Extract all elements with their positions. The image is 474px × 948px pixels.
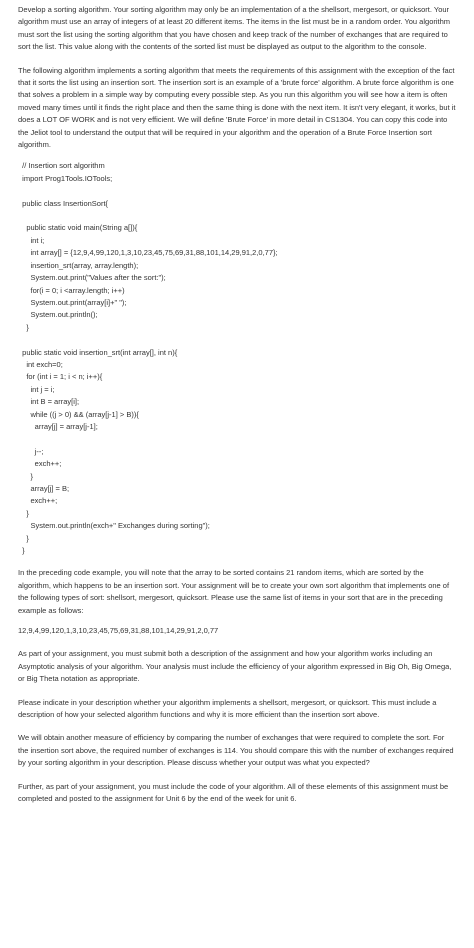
code-line <box>18 210 456 222</box>
code-line: import Prog1Tools.IOTools; <box>18 173 113 183</box>
code-line: System.out.println(exch+" Exchanges during sorting"); <box>18 521 210 531</box>
code-line: int i; <box>18 235 45 245</box>
code-line: int array[] = {12,9,4,99,120,1,3,10,23,45,75,69,31,88,101,14,29,91,2,0,77}; <box>18 248 278 258</box>
code-line: int j = i; <box>18 384 55 394</box>
code-line: int B = array[i]; <box>18 397 80 407</box>
code-line: array[j] = array[j-1]; <box>18 421 98 431</box>
code-line: j--; <box>18 446 44 456</box>
code-line: int exch=0; <box>18 359 63 369</box>
code-line: System.out.print(array[i]+" "); <box>18 297 127 307</box>
code-line: } <box>18 508 29 518</box>
code-line: while ((j > 0) && (array[j-1] > B)){ <box>18 409 139 419</box>
code-line: } <box>18 471 34 481</box>
code-line: } <box>18 546 25 555</box>
code-line: System.out.println(); <box>18 310 98 320</box>
code-line <box>18 185 456 197</box>
final-paragraph-1: As part of your assignment, you must submit both a description of the assignment and how your algorithm works including an Asymptotic analysis of your algorithm. Your analysis must include the efficiency of your algorithm expressed in Big Oh, Big Omega, or Big Theta notation as appropriate. <box>18 649 452 684</box>
code-block <box>18 160 456 557</box>
intro-paragraph-2: The following algorithm implements a sorting algorithm that meets the requirements of this assignment with the exception of the fact that it sorts the list using an insertion sort. The insertion sort is an example of a 'brute force' algorithm. A brute force algorithm is one that solves a problem in a simple way by computing every possible step. As you run this algorithm you will see how a item is often moved many times until it finds the right place and then the same thing is done with the next item. It isn't very elegant, it works, but it does a LOT OF WORK and is not very efficient. We will define 'Brute Force' in more detail in CS1304. You can copy this code into the Jeliot tool to understand the output that will be required in your algorithm and the operation of a Brute Force Insertion sort algorithm. <box>18 65 456 150</box>
code-line: insertion_srt(array, array.length); <box>18 260 139 270</box>
code-line: } <box>18 322 29 332</box>
code-line: System.out.print("Values after the sort:"); <box>18 273 166 283</box>
code-line <box>18 433 456 445</box>
final-paragraph-2: Please indicate in your description whether your algorithm implements a shellsort, mergesort, or quicksort. This must include a description of how your selected algorithm functions and why it is more efficient than the insertion sort above. <box>18 697 437 720</box>
number-list: 12,9,4,99,120,1,3,10,23,45,75,69,31,88,101,14,29,91,2,0,77 <box>18 626 219 636</box>
code-line: exch++; <box>18 496 58 506</box>
code-line: } <box>18 533 29 543</box>
intro-paragraph-1: Develop a sorting algorithm. Your sorting algorithm may only be an implementation of a the shellsort, mergesort, or quicksort. Your algorithm must use an array of integers of at least 20 different items. The items in the list must be in a random order. You algorithm must sort the list using the sorting algorithm that you have chosen and keep track of the number of exchanges that are required to sort the list. This value along with the contents of the sorted list must be displayed as output to the algorithm to the console. <box>18 5 451 52</box>
code-line: for(i = 0; i <array.length; i++) <box>18 285 125 295</box>
code-line: public static void insertion_srt(int array[], int n){ <box>18 347 178 357</box>
code-line: exch++; <box>18 459 62 469</box>
code-line: public static void main(String a[]){ <box>18 223 138 233</box>
code-line: array[j] = B; <box>18 483 70 493</box>
code-line <box>18 334 456 346</box>
code-line: for (int i = 1; i < n; i++){ <box>18 372 103 382</box>
final-paragraph-4: Further, as part of your assignment, you must include the code of your algorithm. All of these elements of this assignment must be completed and posted to the assignment for Unit 6 by the end of the week for unit 6. <box>18 781 449 804</box>
final-paragraph-3: We will obtain another measure of efficiency by comparing the number of exchanges that were required to complete the sort. For the insertion sort above, the required number of exchanges is 114. You should compare this with the number of exchanges required by your sorting algorithm in your description. Please discuss whether your output was what you expected? <box>18 733 454 768</box>
code-line: public class InsertionSort{ <box>18 198 109 208</box>
after-code-paragraph: In the preceding code example, you will note that the array to be sorted contains 21 random items, which are sorted by the algorithm, which happens to be an insertion sort. Your assignment will be to create your own sort algorithm that implements one of the following types of sort: shellsort, mergesort, quicksort. Please use the same list of items in your sort that are in the preceding example as follows: <box>18 568 450 615</box>
code-line: // Insertion sort algorithm <box>18 161 105 171</box>
